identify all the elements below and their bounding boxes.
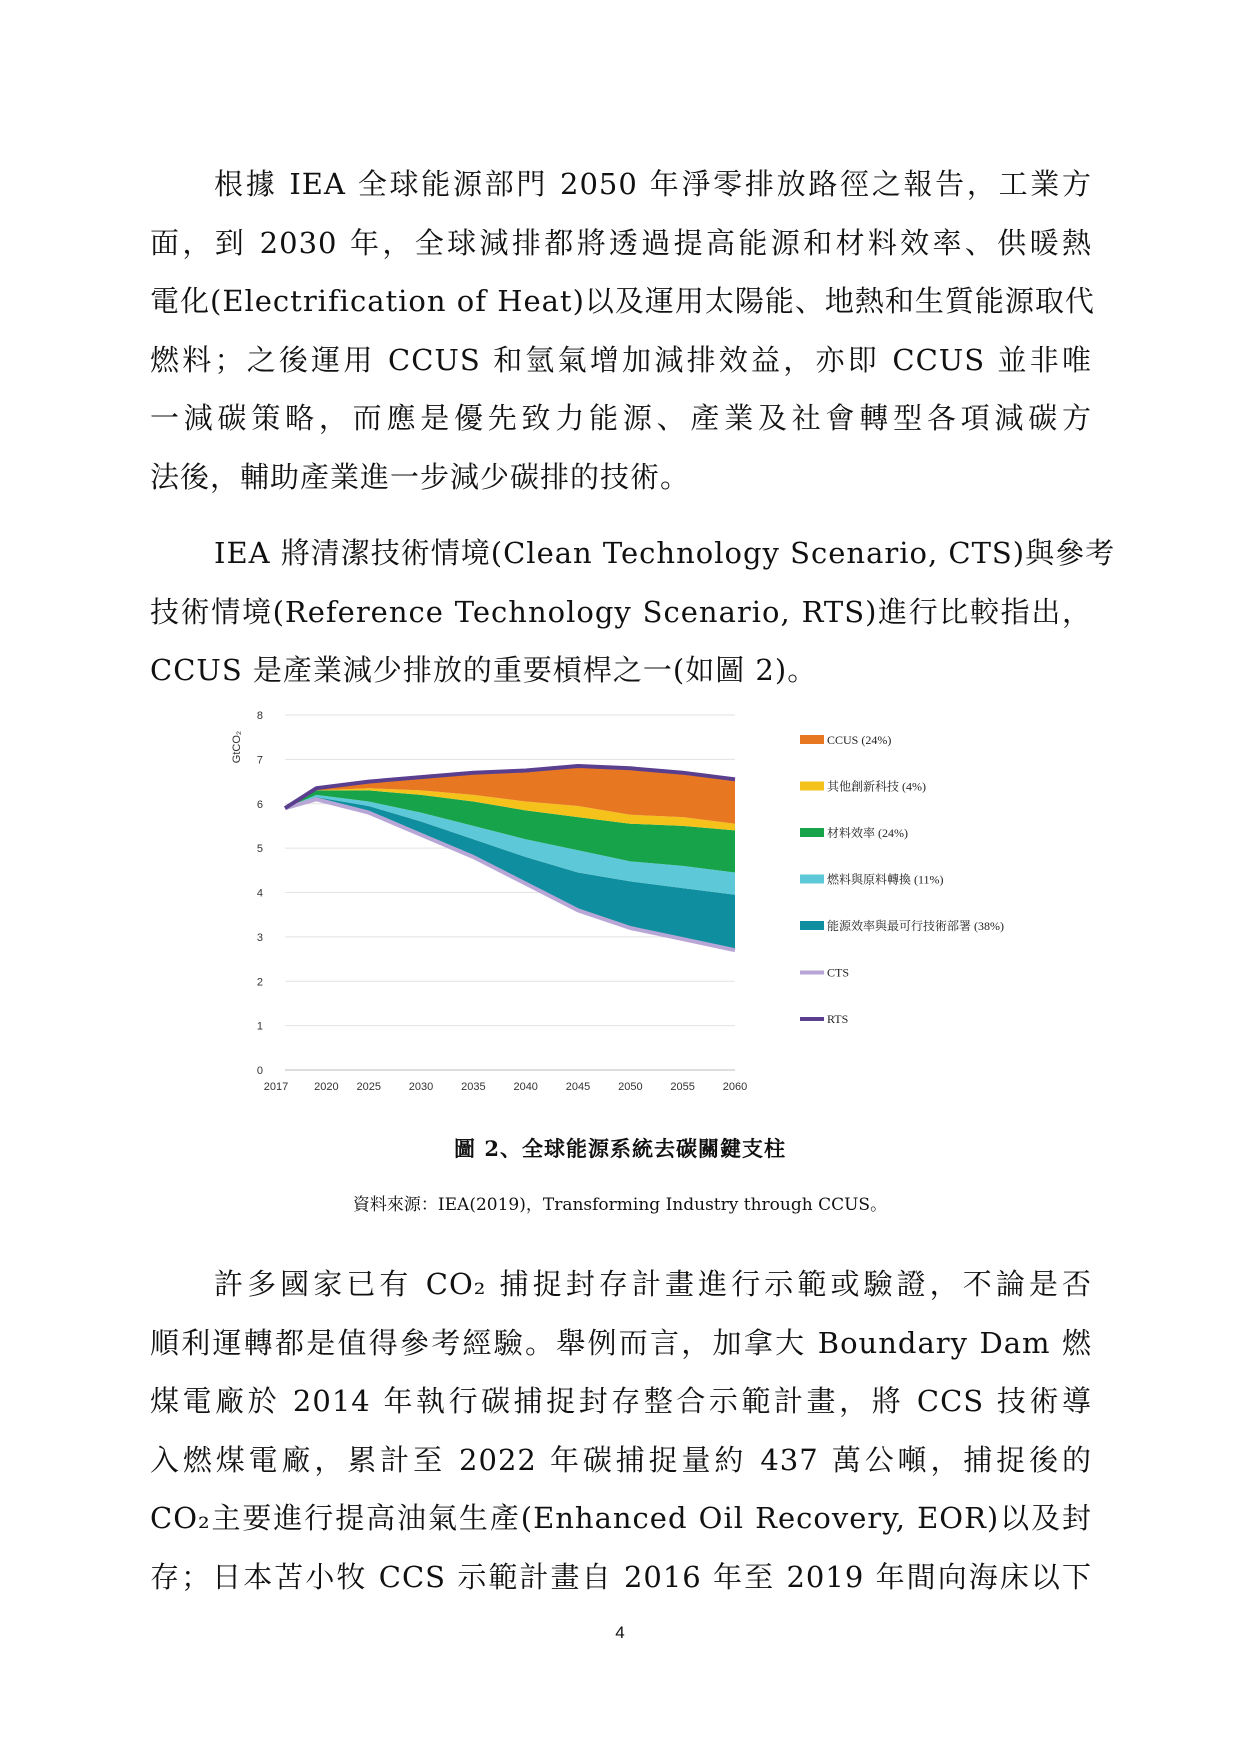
paragraph-line: 順利運轉都是值得參考經驗。舉例而言，加拿大 Boundary Dam 燃 [150, 1325, 1092, 1360]
x-tick-label: 2035 [461, 1081, 486, 1093]
paragraph-line: CCUS 是產業減少排放的重要槓桿之一(如圖 2)。 [150, 653, 818, 687]
y-tick-label: 5 [256, 843, 263, 856]
legend-swatch [800, 875, 824, 884]
y-tick-label: 0 [256, 1065, 263, 1077]
paragraph-2 [150, 524, 1116, 700]
paragraph-line: 煤電廠於 2014 年執行碳捕捉封存整合示範計畫，將 CCS 技術導 [150, 1384, 1092, 1418]
paragraph-1 [150, 155, 1095, 506]
legend-label: 能源效率與最可行技術部署 (38%) [827, 919, 1004, 933]
y-tick-label: 1 [256, 1020, 263, 1033]
paragraph-line: 技術情境(Reference Technology Scenario, RTS)進行比較指出， [150, 594, 1092, 629]
x-tick-label: 2017 [263, 1081, 289, 1093]
x-tick-label: 2025 [356, 1081, 381, 1093]
paragraph-line: 入燃煤電廠，累計至 2022 年碳捕捉量約 437 萬公噸，捕捉後的 [150, 1442, 1092, 1477]
legend-label: CTS [827, 965, 850, 980]
legend-swatch [800, 735, 824, 744]
x-tick-label: 2050 [618, 1081, 643, 1093]
legend-swatch [800, 921, 824, 930]
paragraph-line: 一減碳策略，而應是優先致力能源、產業及社會轉型各項減碳方 [150, 401, 1092, 435]
figure-2-chart [210, 700, 1050, 1120]
paragraph-line: 電化(Electrification of Heat)以及運用太陽能、地熱和生質能源取代 [150, 284, 1095, 318]
paragraph-line: IEA 將清潔技術情境(Clean Technology Scenario, CTS)與參考 [214, 536, 1116, 570]
paragraph-line: 燃料；之後運用 CCUS 和氫氣增加減排效益，亦即 CCUS 並非唯 [150, 342, 1092, 377]
paragraph-line: 根據 IEA 全球能源部門 2050 年淨零排放路徑之報告，工業方 [214, 167, 1092, 201]
paragraph-3 [150, 1255, 1092, 1606]
legend-label: 燃料與原料轉換 (11%) [827, 872, 944, 887]
paragraph-line: CO₂主要進行提高油氣生產(Enhanced Oil Recovery, EOR)以及封 [150, 1501, 1092, 1535]
figure-source: 資料來源：IEA(2019)，Transforming Industry through CCUS。 [352, 1195, 888, 1215]
y-tick-label: 8 [256, 710, 263, 722]
legend-label: CCUS (24%) [827, 733, 892, 747]
paragraph-line: 面，到 2030 年，全球減排都將透過提高能源和材料效率、供暖熱 [150, 225, 1092, 260]
legend-swatch [800, 828, 824, 837]
paragraph-line: 存；日本苫小牧 CCS 示範計畫自 2016 年至 2019 年間向海床以下 [150, 1559, 1092, 1594]
y-tick-label: 3 [256, 931, 263, 944]
y-tick-label: 4 [256, 887, 263, 900]
y-tick-label: 2 [256, 976, 263, 989]
x-tick-label: 2055 [670, 1081, 695, 1093]
x-tick-label: 2030 [408, 1081, 434, 1093]
y-tick-label: 6 [256, 798, 263, 811]
paragraph-line: 許多國家已有 CO₂ 捕捉封存計畫進行示範或驗證，不論是否 [214, 1267, 1092, 1301]
x-tick-label: 2040 [513, 1081, 538, 1093]
legend-label: 材料效率 (24%) [827, 826, 908, 840]
legend-label: RTS [827, 1012, 849, 1026]
legend-label: 其他創新科技 (4%) [827, 779, 926, 794]
legend-swatch [800, 782, 824, 791]
paragraph-line: 法後，輔助產業進一步減少碳排的技術。 [150, 459, 691, 494]
x-tick-label: 2060 [722, 1081, 748, 1093]
figure-title: 圖 2、全球能源系統去碳關鍵支柱 [454, 1136, 786, 1161]
y-tick-label: 7 [256, 754, 263, 767]
area-chart [210, 700, 1050, 1120]
y-axis-label: GtCO₂ [231, 730, 243, 764]
x-tick-label: 2045 [565, 1081, 591, 1093]
x-tick-label: 2020 [314, 1081, 339, 1093]
page-number: 4 [615, 1623, 625, 1642]
